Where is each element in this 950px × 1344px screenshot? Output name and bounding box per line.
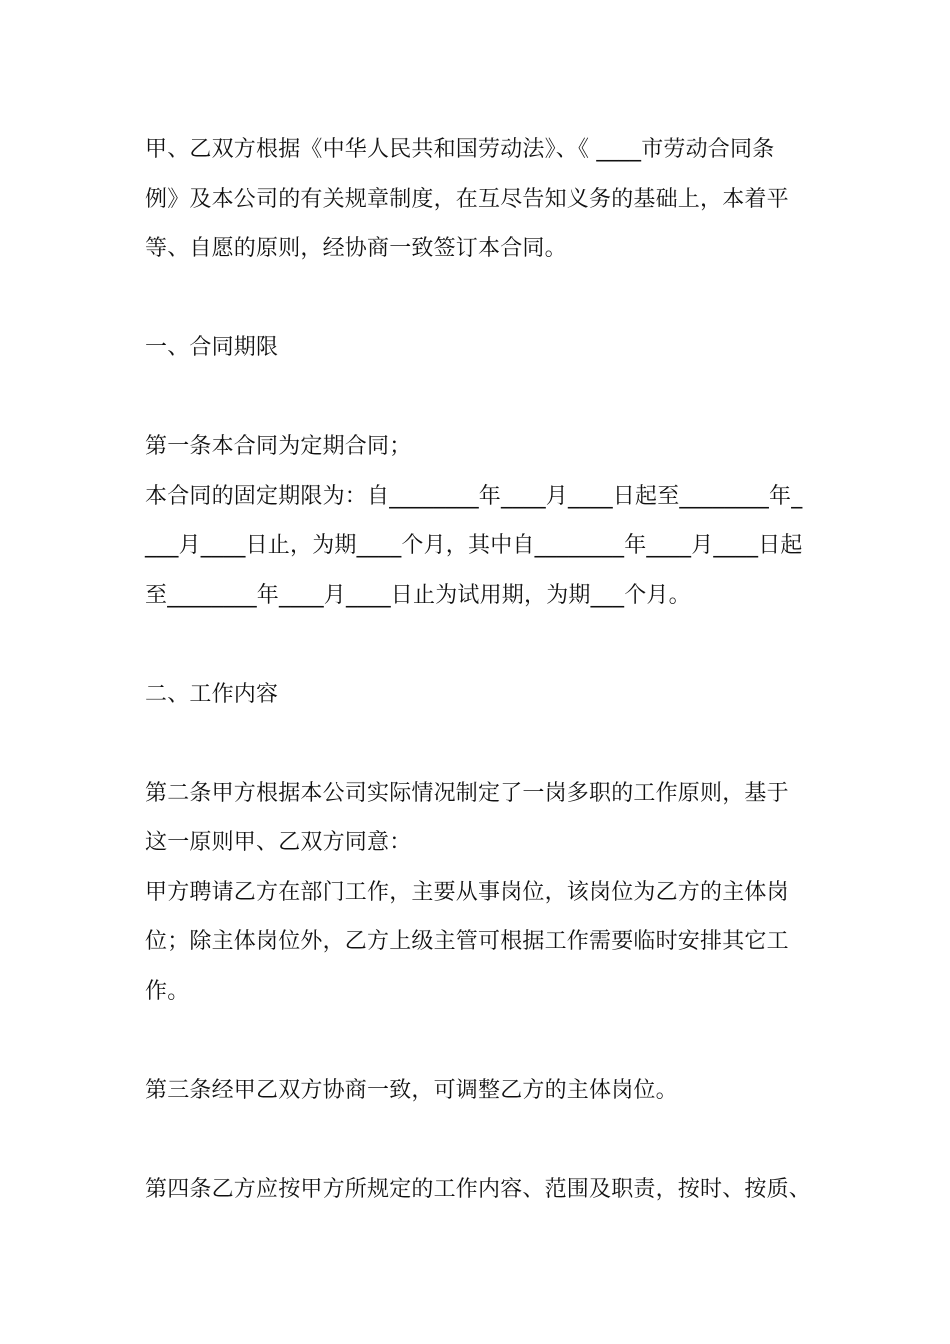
spacer bbox=[145, 1016, 825, 1066]
article-1-line: 第一条本合同为定期合同； bbox=[145, 434, 412, 459]
article-2-line-2: 这一原则甲、乙双方同意： bbox=[145, 830, 412, 855]
article-3: 第三条经甲乙双方协商一致，可调整乙方的主体岗位。 bbox=[145, 1077, 678, 1103]
section-heading-work-content: 二、工作内容 bbox=[145, 681, 279, 707]
article-2-detail-line-2: 位；除主体岗位外，乙方上级主管可根据工作需要临时安排其它工 bbox=[145, 929, 789, 954]
term-line-3: 至________年____月____日止为试用期，为期___个月。 bbox=[145, 582, 691, 608]
document-body bbox=[145, 125, 825, 1214]
spacer bbox=[145, 274, 825, 324]
spacer bbox=[145, 1115, 825, 1165]
section-heading-contract-term: 一、合同期限 bbox=[145, 335, 279, 360]
article-2-detail-line-3: 作。 bbox=[145, 978, 190, 1004]
article-2-detail-line-1: 甲方聘请乙方在部门工作，主要从事岗位，该岗位为乙方的主体岗 bbox=[145, 879, 789, 905]
article-1 bbox=[145, 422, 825, 620]
intro-line-3: 等、自愿的原则，经协商一致签订本合同。 bbox=[145, 236, 567, 261]
article-2-line-1: 第二条甲方根据本公司实际情况制定了一岗多职的工作原则，基于 bbox=[145, 780, 789, 806]
spacer bbox=[145, 620, 825, 670]
intro-line-1: 甲、乙双方根据《中华人民共和国劳动法》、《 ____市劳动合同条 bbox=[145, 137, 775, 162]
term-line-1: 本合同的固定期限为：自________年____月____日起至________年_ bbox=[145, 483, 803, 509]
article-4: 第四条乙方应按甲方所规定的工作内容、范围及职责，按时、按质、 bbox=[145, 1176, 812, 1202]
spacer bbox=[145, 373, 825, 423]
term-line-2: ___月____日止，为期____个月，其中自________年____月____日起 bbox=[145, 533, 803, 558]
intro-line-2: 例》及本公司的有关规章制度，在互尽告知义务的基础上，本着平 bbox=[145, 186, 789, 212]
spacer bbox=[145, 719, 825, 769]
article-2 bbox=[145, 769, 825, 1017]
intro-paragraph bbox=[145, 125, 825, 274]
